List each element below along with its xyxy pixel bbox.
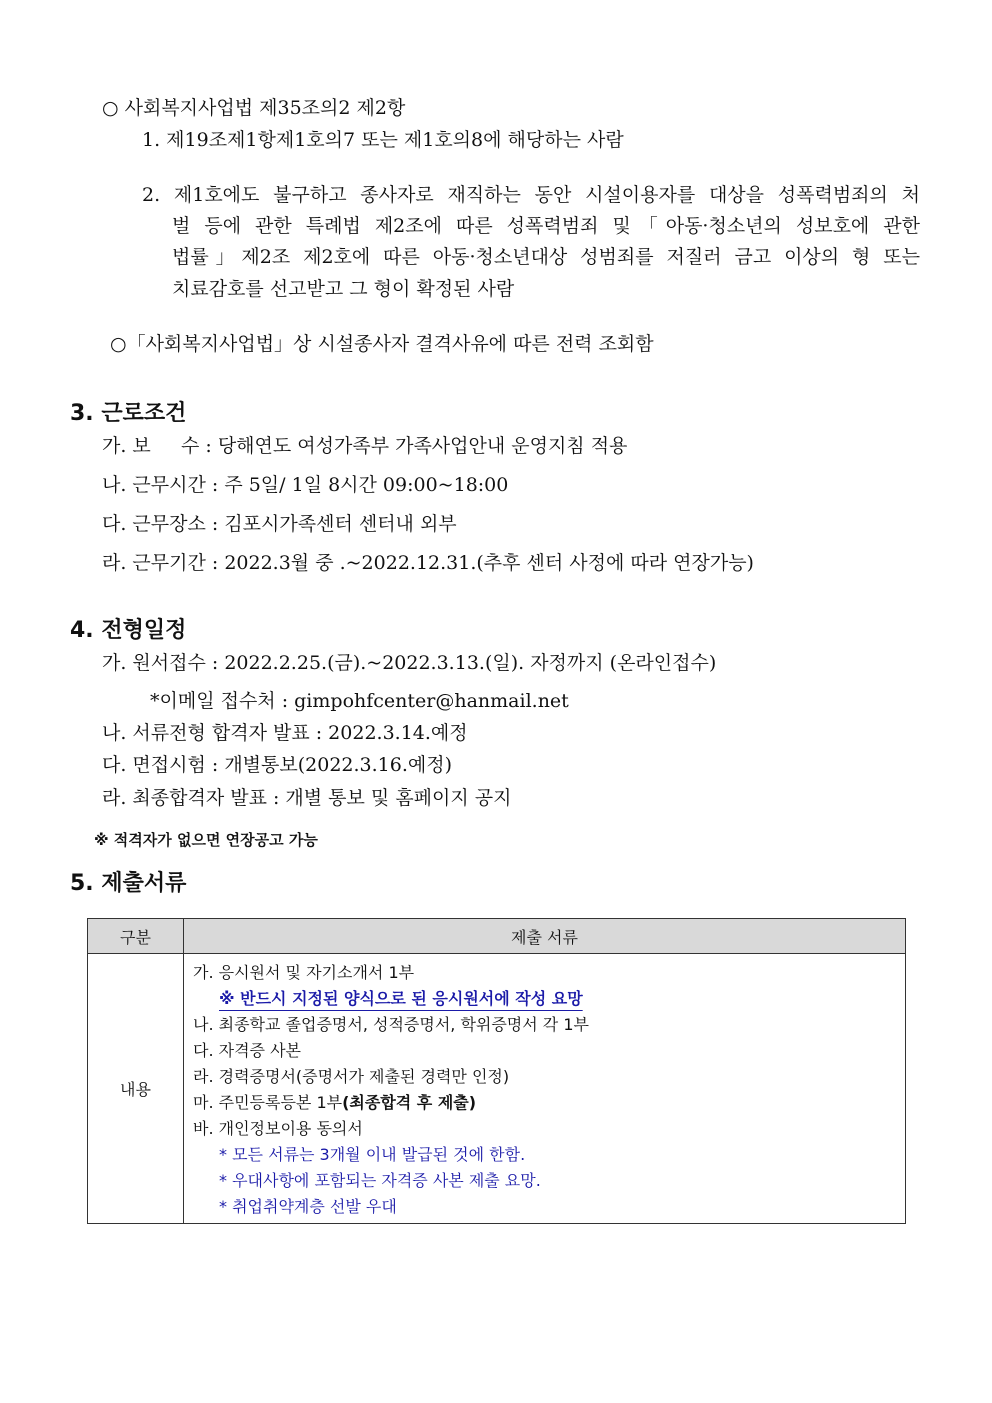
section-3-title: 3. 근로조건 [70,401,187,426]
doc-license: 다. 자격증 사본 [193,1041,301,1060]
table-row [88,954,906,1224]
schedule-interview: 다. 면접시험 : 개별통보(2022.3.16.예정) [102,754,453,776]
doc-note-1: * 모든 서류는 3개월 이내 발급된 것에 한함. [219,1145,526,1164]
header-category: 구분 [88,919,184,954]
schedule-email: *이메일 접수처 : gimpohfcenter@hanmail.net [150,690,569,712]
doc-note-2: * 우대사항에 포함되는 자격증 사본 제출 요망. [219,1171,541,1190]
law-item-2: ○「사회복지사업법」상 시설종사자 결격사유에 따른 전력 조회함 [110,333,654,355]
section-4-title: 4. 전형일정 [70,618,187,643]
doc-note-3: * 취업취약계층 선발 우대 [219,1197,397,1216]
law-sub-2-line-1: 2. 제1호에도 불구하고 종사자로 재직하는 동안 시설이용자를 대상을 성폭력범죄의 처 [142,184,920,206]
table-header-row [88,919,906,954]
doc-privacy-consent: 바. 개인정보이용 동의서 [193,1119,363,1138]
documents-table [87,918,906,1224]
doc-certificates: 나. 최종학교 졸업증명서, 성적증명서, 학위증명서 각 1부 [193,1015,589,1034]
work-pay: 가. 보 수 : 당해연도 여성가족부 가족사업안내 운영지침 적용 [102,435,628,457]
schedule-application: 가. 원서접수 : 2022.2.25.(금).~2022.3.13.(일). 자정까지 (온라인접수) [102,652,717,674]
documents-cell [184,954,906,1224]
schedule-note: ※ 적격자가 없으면 연장공고 가능 [94,831,318,849]
work-period: 라. 근무기간 : 2022.3월 중 .~2022.12.31.(추후 센터 사정에 따라 연장가능) [102,552,754,574]
doc-career: 라. 경력증명서(증명서가 제출된 경력만 인정) [193,1067,510,1086]
doc-application: 가. 응시원서 및 자기소개서 1부 [193,963,415,982]
law-sub-2-line-3: 법률」제2조 제2호에 따른 아동·청소년대상 성범죄를 저질러 금고 이상의 형 또는 [172,246,920,268]
work-hours: 나. 근무시간 : 주 5일/ 1일 8시간 09:00~18:00 [102,474,509,496]
schedule-final-result: 라. 최종합격자 발표 : 개별 통보 및 홈페이지 공지 [102,787,512,809]
work-place: 다. 근무장소 : 김포시가족센터 센터내 외부 [102,513,457,535]
law-sub-2-line-4: 치료감호를 선고받고 그 형이 확정된 사람 [172,278,515,300]
doc-resident-register: 마. 주민등록등본 1부(최종합격 후 제출) [193,1093,477,1112]
law-item-1: ○ 사회복지사업법 제35조의2 제2항 [102,97,406,119]
category-cell: 내용 [88,954,184,1224]
law-sub-2-line-2: 벌 등에 관한 특례법 제2조에 따른 성폭력범죄 및「아동·청소년의 성보호에 관한 [172,215,920,237]
schedule-document-result: 나. 서류전형 합격자 발표 : 2022.3.14.예정 [102,722,468,744]
law-sub-1: 1. 제19조제1항제1호의7 또는 제1호의8에 해당하는 사람 [142,129,624,151]
section-5-title: 5. 제출서류 [70,871,187,896]
doc-application-note: ※ 반드시 지정된 양식으로 된 응시원서에 작성 요망 [219,989,583,1008]
header-documents: 제출 서류 [184,919,906,954]
